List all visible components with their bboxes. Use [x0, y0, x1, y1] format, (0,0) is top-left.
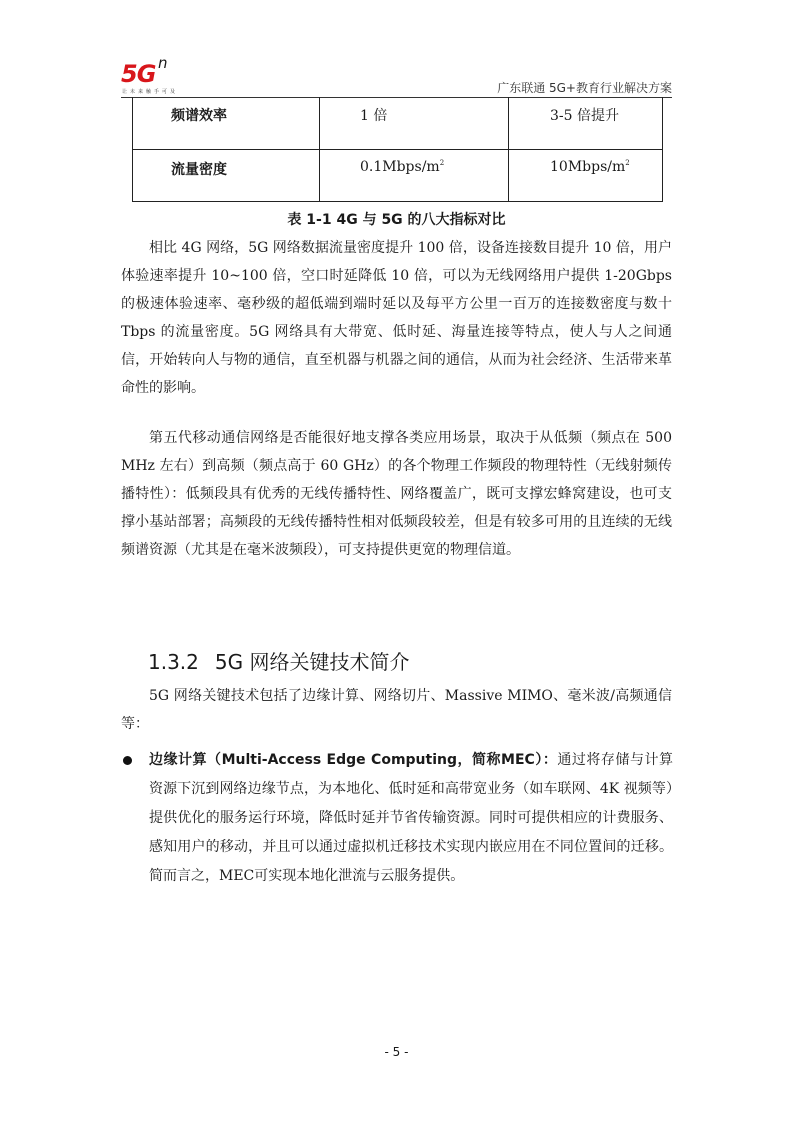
unit-superscript: 2 [625, 158, 630, 167]
unit-superscript: 2 [439, 158, 445, 167]
body-paragraph: 相比 4G 网络，5G 网络数据流量密度提升 100 倍，设备连接数目提升 10 倍，用户体验速率提升 10~100 倍，空口时延降低 10 倍，可以为无线网络用户提供 1-20Gbps 的极速体验速率、毫秒级的超低端到端时延以及每平方公里一百万的连接数密度与数十 Tbps 的流量密度。5G 网络具有大带宽、低时延、海量连接等特点，使人与人之间通信，开始转向人与物的通信，直至机器与机器之间的通信，从而为社会经济、生活带来革命性的影响。 [121, 240, 672, 396]
bullet-dot-icon [123, 756, 132, 765]
table-caption: 表 1-1 4G 与 5G 的八大指标对比 [287, 212, 506, 228]
logo-tagline: 让未来触手可及 [122, 89, 179, 95]
body-paragraph: 5G 网络关键技术包括了边缘计算、网络切片、Massive MIMO、毫米波/高频通信等： [121, 688, 672, 732]
table-row [133, 97, 663, 149]
logo-mark: 5G [121, 60, 156, 88]
section-heading [148, 646, 409, 675]
value-5g-cell [509, 149, 663, 201]
page-number: - 5 - [384, 1045, 409, 1059]
company-logo [121, 56, 181, 96]
section-number: 1.3.2 [148, 650, 199, 674]
logo-superscript: n [158, 54, 168, 72]
bullet-text [149, 746, 673, 891]
body-paragraph: 第五代移动通信网络是否能很好地支撑各类应用场景，取决于从低频（频点在 500 MHz 左右）到高频（频点高于 60 GHz）的各个物理工作频段的物理特性（无线射频传播特性）：低频段具有优秀的无线传播特性、网络覆盖广，既可支撑宏蜂窝建设，也可支撑小基站部署；高频段的无线传播特性相对低频段较差，但是有较多可用的且连续的无线频谱资源（尤其是在毫米波频段），可支持提供更宽的物理信道。 [121, 430, 672, 558]
value-5g-text: 10Mbps/m [550, 158, 626, 175]
header-title: 广东联通 5G+教育行业解决方案 [497, 81, 672, 95]
metric-cell: 流量密度 [133, 149, 320, 201]
bullet-term: 边缘计算（Multi-Access Edge Computing，简称MEC）： [149, 752, 558, 768]
bullet-description: 通过将存储与计算资源下沉到网络边缘节点，为本地化、低时延和高带宽业务（如车联网、4K 视频等）提供优化的服务运行环境，降低时延并节省传输资源。同时可提供相应的计费服务、感知用户的移动，并且可以通过虚拟机迁移技术实现内嵌应用在不同位置间的迁移。简而言之，MEC可实现本地化泄流与云服务提供。 [149, 752, 673, 884]
section-title-text: 5G 网络关键技术简介 [214, 650, 410, 674]
metric-cell: 频谱效率 [133, 97, 320, 149]
table-row [133, 149, 663, 201]
value-4g-cell: 1 倍 [320, 97, 509, 149]
value-4g-cell [320, 149, 509, 201]
value-5g-cell: 3-5 倍提升 [509, 97, 663, 149]
spec-comparison-table [132, 97, 663, 202]
value-4g-text: 0.1Mbps/m [360, 158, 440, 175]
